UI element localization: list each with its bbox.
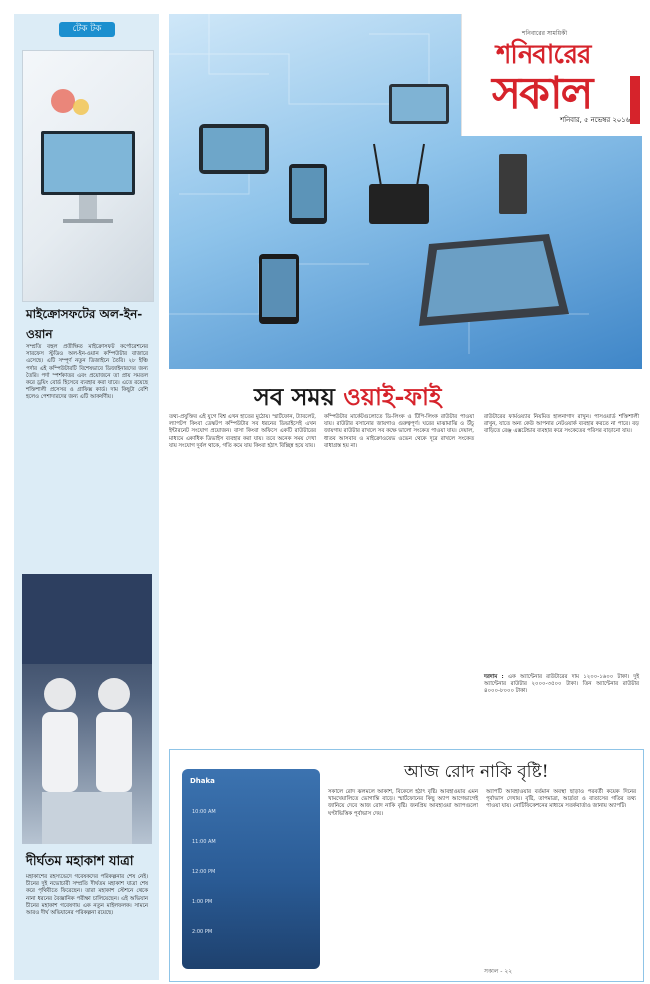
sidebar [14, 14, 159, 980]
wifi-price-label: দরদাম : [484, 674, 504, 680]
weather-headline: আজ রোদ নাকি বৃষ্টি! [404, 762, 549, 782]
weather-app-time: 2:00 PM [192, 929, 213, 935]
wifi-headline-main: সব সময় [254, 382, 344, 411]
astronauts-photo [22, 574, 152, 844]
wifi-column-2: কম্পিউটার মার্কেটগুলোতে ডি-লিংক ও টিপি-লিংক রাউটার পাওয়া যায়। রাউটার বসানোর জায়গাও গুরুত্বপূর্ণ। ঘরের মাঝামাঝি ও উঁচু জায়গায় রাউটার রাখলে সব কক্ষে ভালো সংকেত পাওয়া যায়। দেয়াল, ধাতব আসবাব ও মাইক্রোওয়েভ ওভেন থেকে দূরে রাখলে সংকেত বাধাগ্রস্ত হয় না। [324, 414, 474, 449]
masthead [461, 14, 642, 136]
weather-app-time: 1:00 PM [192, 899, 213, 905]
weather-app-city: Dhaka [190, 777, 215, 785]
weather-column-2: অ্যাপটি আবহাওয়ার বর্তমান অবস্থা ছাড়াও পরবর্তী কয়েক দিনের পূর্বাভাস দেখায়। বৃষ্টি, তাপমাত্রা, আর্দ্রতা ও বাতাসের গতির তথ্য পাওয়া যায়। নোটিফিকেশনের মাধ্যমে সতর্কবার্তাও জানায় অ্যাপটি। [486, 789, 636, 810]
sidebar-article2-body: মহাকাশের রহস্যভেদে গবেষকদের পরিকল্পনার শেষ নেই। চীনের দুই নভোচারী সম্প্রতি দীর্ঘতম মহাকাশ যাত্রা শেষ করে পৃথিবীতে ফিরেছেন। তারা মহাকাশ স্টেশনে থেকে নানা ধরনের বৈজ্ঞানিক পরীক্ষা চালিয়েছেন। এই অভিযান চীনের মহাকাশ গবেষণায় এক নতুন মাইলফলক। সামনে আরও দীর্ঘ অভিযানের পরিকল্পনা রয়েছে। [26, 874, 148, 917]
weather-app-screenshot [182, 769, 320, 969]
sidebar-article2-title: দীর্ঘতম মহাকাশ যাত্রা [26, 854, 134, 869]
masthead-date: শনিবার, ৫ নভেম্বর ২০১৬ [560, 116, 630, 124]
weather-app-time: 12:00 PM [192, 869, 216, 875]
weather-column-1: সকালে রোদ ঝলমলে আকাশ, বিকেলে হঠাৎ বৃষ্টি। আবহাওয়ার এমন খামখেয়ালিতে ভোগান্তি বাড়ে। স্মার্টফোনের কিছু অ্যাপ আগেভাগেই জানিয়ে দেবে আজ রোদ নাকি বৃষ্টি। জনপ্রিয় আবহাওয়া অ্যাপগুলো ঘণ্টাভিত্তিক পূর্বাভাস দেয়। [328, 789, 478, 817]
wifi-devices-illustration [169, 14, 642, 369]
wifi-column-1: তথ্য-প্রযুক্তির এই যুগে বিশ্ব এখন হাতের মুঠোয়। স্মার্টফোন, ট্যাবলেট, ল্যাপটপ কিংবা ডেস্কটপ কম্পিউটার সব ধরনের ডিভাইসেই এখন ইন্টারনেট সংযোগ প্রয়োজন। বাসা কিংবা অফিসে একটি রাউটারের মাধ্যমে একাধিক ডিভাইস ব্যবহার করা যায়। তবে অনেক সময় দেখা যায় সংযোগ দুর্বল থাকে, গতি কমে যায় কিংবা হঠাৎ বিচ্ছিন্ন হয়ে যায়। [169, 414, 316, 449]
weather-app-time: 10:00 AM [192, 809, 216, 815]
wifi-headline [254, 379, 441, 419]
sidebar-article1-body: সম্প্রতি বহুল প্রতীক্ষিত মাইক্রোসফট কর্পোরেশনের সারফেস স্টুডিও অল-ইন-ওয়ান কম্পিউটার বাজারে এসেছে। এটি সম্পূর্ণ নতুন ডিজাইনে তৈরি। ২৮ ইঞ্চি পর্দার এই কম্পিউটারটি বিশেষভাবে ডিজাইনারদের জন্য তৈরি। পর্দা স্পর্শকাতর এবং প্রয়োজনে তা প্রায় সমতল করে ড্রয়িং বোর্ড হিসেবে ব্যবহার করা যাবে। এতে রয়েছে শক্তিশালী প্রসেসর ও গ্রাফিক্স কার্ড। দাম কিছুটা বেশি হলেও পেশাদারদের জন্য এটি আকর্ষণীয়। [26, 344, 148, 401]
wifi-column-3: রাউটারের ফার্মওয়্যার নিয়মিত হালনাগাদ রাখুন। পাসওয়ার্ড শক্তিশালী রাখুন, যাতে অন্য কেউ আপনার নেটওয়ার্ক ব্যবহার করতে না পারে। বড় বাড়িতে রেঞ্জ এক্সটেন্ডার ব্যবহার করে সংকেতের পরিসর বাড়ানো যায়। [484, 414, 639, 435]
wifi-headline-red: ওয়াই-ফাই [343, 382, 442, 411]
wifi-price-box [484, 674, 639, 744]
weather-app-time: 11:00 AM [192, 839, 216, 845]
newspaper-page [14, 14, 642, 980]
wifi-price-text: এক অ্যান্টেনার রাউটারের দাম ১২০০-১৬০০ টাকা। দুই অ্যান্টেনার রাউটার ২০০০-৩৫০০ টাকা। তিন অ্যান্টেনার রাউটার ৪০০০-৮০০০ টাকা। [484, 674, 639, 695]
masthead-sanibarer: শনিবারের [496, 40, 591, 70]
section-tag: টেক টক [59, 22, 115, 37]
masthead-sokal: সকাল [492, 68, 592, 119]
masthead-side-band [630, 76, 640, 124]
page-footer: সকাল - ২২ [484, 968, 513, 975]
surface-studio-photo [22, 50, 154, 302]
sidebar-article1-title: মাইক্রোসফটের অল-ইন-ওয়ান [26, 307, 143, 341]
masthead-subtitle: শনিবারের সাময়িকী [522, 30, 568, 37]
